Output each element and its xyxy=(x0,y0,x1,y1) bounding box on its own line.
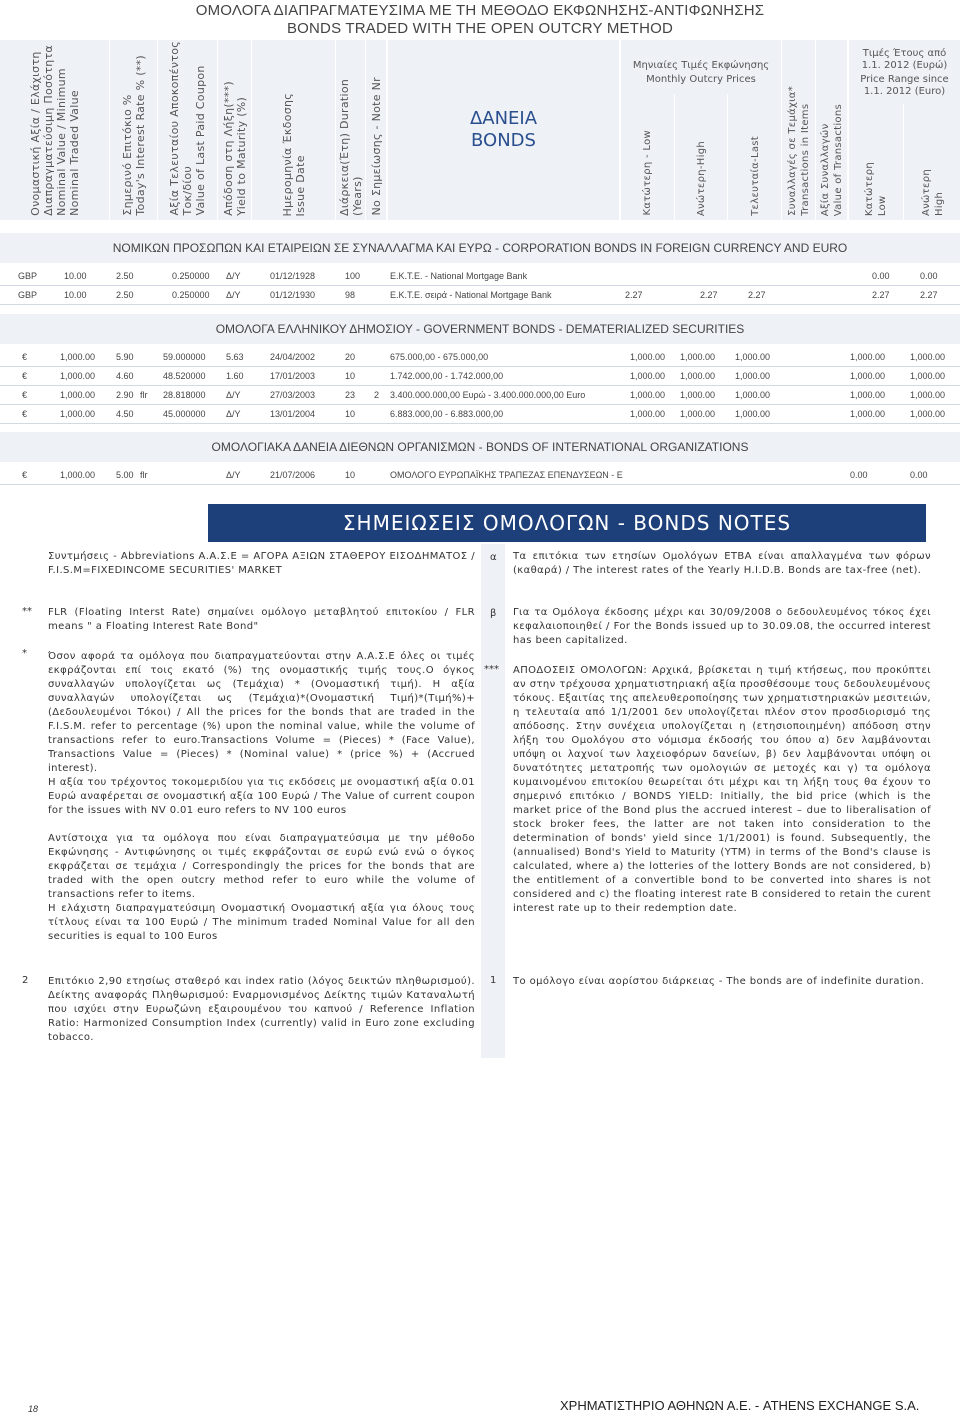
row-divider xyxy=(0,423,960,424)
cell-high: 1,000.00 xyxy=(680,371,716,381)
header-duration: Διάρκεια(Έτη) Duration (Years) xyxy=(336,40,366,220)
cell-nominal: 1,000.00 xyxy=(60,352,96,362)
row-divider xyxy=(0,484,960,485)
note-indefinite: Το ομόλογο είναι αορίστου διάρκειας - The bonds are of indefinite duration. xyxy=(513,976,925,987)
cell-cur: € xyxy=(22,409,28,419)
section-corporate: ΝΟΜΙΚΩΝ ΠΡΟΣΩΠΩΝ ΚΑΙ ΕΤΑΙΡΕΙΩΝ ΣΕ ΣΥΝΑΛΛΑΓΜΑ ΚΑΙ ΕΥΡΩ - CORPORATION BONDS IN FOREIGN CURRENCY AND EURO xyxy=(0,233,960,263)
cell-yield: Δ/Υ xyxy=(226,290,241,300)
cell-coupon: 0.250000 xyxy=(172,290,210,300)
bonds-label-english: BONDS xyxy=(471,130,536,151)
cell-issue: 21/07/2006 xyxy=(270,470,316,480)
cell-duration: 98 xyxy=(345,290,356,300)
header-range-high: Ανώτερη High xyxy=(920,168,945,216)
cell-coupon: 45.000000 xyxy=(163,409,206,419)
header-price-range xyxy=(849,40,960,220)
cell-yield: 5.63 xyxy=(226,352,244,362)
section-government: ΟΜΟΛΟΓΑ ΕΛΛΗΝΙΚΟΥ ΔΗΜΟΣΙΟΥ - GOVERNMENT BONDS - DEMATERIALIZED SECURITIES xyxy=(0,314,960,344)
cell-rate: 2.50 xyxy=(116,271,134,281)
table-row xyxy=(0,349,960,367)
cell-high: 1,000.00 xyxy=(680,409,716,419)
note-prices: Όσον αφορά τα ομόλογα που διαπραγματεύονται στην Α.Α.Σ.Ε όλες οι τιμές εκφράζονται επί τοις εκατό (%) της ονομαστικής τιμής τους.Ο όγκος συναλλαγών υπολογίζεται ως (Τεμάχια) * (Ονομαστική τιμή). Η αξία συναλλαγών υπολογίζεται ως (Τεμάχια)*(Ονομαστική Τιμή)*(Τιμή%)+(Δεδουλευμένοι Τόκοι) / All the prices for the bonds that are traded in the F.I.S.M. refer to percentage (%) upon the nominal value, while the volume of transactions refer to euro.Transactions Volume = (Pieces) * (Face Value), Transactions Value = (Pieces) * (Nominal value) * (price %) + (Accrued interest). Η αξία του τρέχοντος τοκομεριδίου για τις εκδόσεις με ονομαστική αξία 0.01 Ευρώ αναφέρεται σε ονομαστική αξία 100 Ευρώ / The Value of current coupon for the issues with NV 0.01 euro refers to NV 100 euros Αντίστοιχα για τα ομόλογα που είναι διαπραγματεύσιμα με την μέθοδο Εκφώνησης - Αντιφώνησης οι τιμές εκφράζονται σε ευρώ ενώ ενώ ο όγκος εκφράζεται σε τεμάχια / Correspondingly the prices for the bonds that are traded with the open outcry method refer to euro while the volume of transactions refer to items. Η ελάχιστη διαπραγματεύσιμη Ονομαστική Ονομαστική αξία για όλους τους τίτλους είναι τα 100 Ευρώ / The minimum traded Nominal Value for all den securities is equal to 100 Euros xyxy=(48,651,475,942)
cell-rlow: 1,000.00 xyxy=(850,390,886,400)
cell-name: ΟΜΟΛΟΓΟ ΕΥΡΩΠΑΪΚΗΣ ΤΡΑΠΕΖΑΣ ΕΠΕΝΔΥΣΕΩΝ - E xyxy=(390,470,623,480)
cell-rlow: 1,000.00 xyxy=(850,409,886,419)
note-inflation: Επιτόκιο 2,90 ετησίως σταθερό και index ratio (λόγος δεικτών πληθωρισμού). Δείκτης αναφοράς Πληθωρισμού: Εναρμονισμένος Δείκτης τιμών Καταναλωτή που ισχύει στην Ευρωζώνη εξαιρουμένου του καπνού / Reference Inflation Ratio: Harmonized Consumption Index (currently) valid in Euro zone excluding tobacco. xyxy=(48,976,475,1043)
cell-rhigh: 2.27 xyxy=(920,290,938,300)
cell-rhigh: 1,000.00 xyxy=(910,390,946,400)
cell-rhigh: 1,000.00 xyxy=(910,409,946,419)
cell-rate: 4.60 xyxy=(116,371,134,381)
range-title-greek: Τιμές Έτους από 1.1. 2012 (Ευρώ) xyxy=(861,48,948,71)
cell-rhigh: 0.00 xyxy=(910,470,928,480)
table-row xyxy=(0,368,960,386)
note-flr: FLR (Floating Interst Rate) σημαίνει ομόλογο μεταβλητού επιτοκίου / FLR means " a Floating Interest Rate Bond" xyxy=(48,607,475,632)
cell-rate: 4.50 xyxy=(116,409,134,419)
note-etva: Τα επιτόκια των ετησίων Ομολόγων ΕΤΒΑ είναι απαλλαγμένα των φόρων (καθαρά) / The interest rates of the Yearly H.I.D.B. Bonds are tax-free (net). xyxy=(513,551,931,576)
cell-high: 2.27 xyxy=(700,290,718,300)
table-row xyxy=(0,268,960,286)
table-row xyxy=(0,406,960,424)
cell-low: 1,000.00 xyxy=(630,371,666,381)
cell-last: 1,000.00 xyxy=(735,409,771,419)
cell-rate: 5.00 xyxy=(116,470,134,480)
cell-duration: 23 xyxy=(345,390,356,400)
row-divider xyxy=(0,404,960,405)
cell-last: 1,000.00 xyxy=(735,390,771,400)
row-divider xyxy=(0,304,960,305)
cell-low: 1,000.00 xyxy=(630,409,666,419)
cell-low: 1,000.00 xyxy=(630,390,666,400)
footer-company: ΧΡΗΜΑΤΙΣΤΗΡΙΟ ΑΘΗΝΩΝ Α.Ε. - ATHENS EXCHANGE S.A. xyxy=(560,1398,920,1413)
cell-coupon: 0.250000 xyxy=(172,271,210,281)
cell-note: 2 xyxy=(374,390,380,400)
header-monthly-prices xyxy=(621,40,781,220)
cell-issue: 27/03/2003 xyxy=(270,390,316,400)
cell-name: E.K.T.E. σειρά - National Mortgage Bank xyxy=(390,290,552,300)
note-mark: β xyxy=(490,608,497,619)
cell-coupon: 28.818000 xyxy=(163,390,206,400)
note-yield: ΑΠΟΔΟΣΕΙΣ ΟΜΟΛΟΓΩΝ: Αρχικά, βρίσκεται η τιμή κτήσεως, που προκύπτει αν στην τρέχουσα χρηματιστηριακή αξία προσθέσουμε τους δεδουλευμένους τόκους. Εξαιτίας της απελευθεροποίησης των χρηματιστηριακών μεσιτειών, η τελευταία από 1/1/2001 δεν υπολογίζεται πλέον στον προσδιορισμό της απόδοσης. Στην συνέχεια υπολογίζεται η (ετησιοποιημένη) απόδοση στην λήξη του Ομολόγου στο νόμισμα έκδοσής του όπου α) δεν λαμβάνονται υπόψη οι λαχνοί των λαχειοφόρων δανείων, β) δεν λαμβάνονται υπόψη οι δυνατότητες μετατροπής των ομολογιών σε μετοχές και γ) τα ομόλογα κυμαινομένου επιτοκίου θεωρείται ότι μέχρι και τη λήξη τους θα έχουν το σημερινό επιτόκιο / BONDS YIELD: Initially, the bid price (which is the market price of the Bond plus the accrued interest – due to liberalisation of stock broker fees, the latter are not taken into consideration to the determination of bonds' yield since 1/1/2001) is found. Subsequently, the (annualised) Bond's Yield to Maturity (YTM) in terms of the Bond's clause is calculated, where a) the lotteries of the lottery Bonds are not considered, b) the entitlement of a convertible bond to be converted into shares is not considered and c) the floating interest rate B considered to retain the curent interest rate up to their redemption date. xyxy=(513,665,931,914)
cell-coupon: 59.000000 xyxy=(163,352,206,362)
cell-rlow: 2.27 xyxy=(872,290,890,300)
monthly-title-english: Monthly Outcry Prices xyxy=(646,74,756,85)
cell-issue: 17/01/2003 xyxy=(270,371,316,381)
cell-duration: 10 xyxy=(345,409,356,419)
cell-yield: Δ/Υ xyxy=(226,390,241,400)
cell-flr: flr xyxy=(140,470,148,480)
note-mark: * xyxy=(22,648,27,659)
row-divider xyxy=(0,366,960,367)
cell-cur: € xyxy=(22,470,28,480)
cell-nominal: 1,000.00 xyxy=(60,371,96,381)
cell-high: 1,000.00 xyxy=(680,352,716,362)
cell-nominal: 1,000.00 xyxy=(60,390,96,400)
cell-nominal: 10.00 xyxy=(64,290,87,300)
cell-cur: GBP xyxy=(18,271,38,281)
cell-cur: € xyxy=(22,371,28,381)
cell-rlow: 1,000.00 xyxy=(850,352,886,362)
monthly-title-greek: Μηνιαίες Τιμές Εκφώνησης xyxy=(632,60,770,71)
header-rate: Σημερινό Επιτόκιο % Today's Interest Rate % (**) xyxy=(110,40,158,220)
header-issue-date: Ημερομηνία Έκδοσης Issue Date xyxy=(252,40,336,220)
header-nominal: Ονομαστική Αξία / Ελάχιστη Διαπραγματεύσιμη Ποσότητα Nominal Value / Minimum Nominal Traded Value xyxy=(0,40,110,220)
cell-low: 2.27 xyxy=(625,290,643,300)
header-last: Τελευταία-Last xyxy=(749,136,761,216)
cell-coupon: 48.520000 xyxy=(163,371,206,381)
header-high: Ανώτερη-High xyxy=(674,94,728,220)
cell-high: 1,000.00 xyxy=(680,390,716,400)
cell-rate: 2.90 xyxy=(116,390,134,400)
cell-name: E.K.T.E. - National Mortgage Bank xyxy=(390,271,528,281)
header-bonds xyxy=(388,40,620,220)
row-divider xyxy=(0,285,960,286)
cell-flr: flr xyxy=(140,390,148,400)
cell-name: 675.000,00 - 675.000,00 xyxy=(390,352,489,362)
header-transactions: Συναλλαγές σε Τεμάχια* Transactions in Items xyxy=(782,40,816,220)
cell-rate: 5.90 xyxy=(116,352,134,362)
cell-yield: Δ/Υ xyxy=(226,271,241,281)
page-number: 18 xyxy=(28,1404,39,1414)
section-international: ΟΜΟΛΟΓΙΑΚΑ ΔΑΝΕΙΑ ΔΙΕΘΝΩΝ ΟΡΓΑΝΙΣΜΩΝ - BONDS OF INTERNATIONAL ORGANIZATIONS xyxy=(0,432,960,462)
row-divider xyxy=(0,385,960,386)
table-row xyxy=(0,287,960,305)
cell-rlow: 0.00 xyxy=(872,271,890,281)
cell-name: 1.742.000,00 - 1.742.000,00 xyxy=(390,371,504,381)
bonds-label-greek: ΔΑΝΕΙΑ xyxy=(469,108,538,129)
header-yield: Απόδοση στη Λήξη(***) Yield to Maturity (%) xyxy=(218,40,252,220)
cell-issue: 13/01/2004 xyxy=(270,409,316,419)
cell-issue: 01/12/1928 xyxy=(270,271,316,281)
table-row xyxy=(0,467,960,485)
cell-nominal: 10.00 xyxy=(64,271,87,281)
cell-duration: 10 xyxy=(345,470,356,480)
cell-yield: 1.60 xyxy=(226,371,244,381)
header-range-low: Κατώτερη Low xyxy=(849,104,904,220)
cell-issue: 24/04/2002 xyxy=(270,352,316,362)
cell-name: 3.400.000.000,00 Ευρώ - 3.400.000.000,00 Euro xyxy=(390,390,586,400)
cell-rhigh: 1,000.00 xyxy=(910,352,946,362)
cell-yield: Δ/Υ xyxy=(226,470,241,480)
cell-last: 2.27 xyxy=(748,290,766,300)
cell-rlow: 1,000.00 xyxy=(850,371,886,381)
cell-duration: 10 xyxy=(345,371,356,381)
cell-yield: Δ/Υ xyxy=(226,409,241,419)
cell-nominal: 1,000.00 xyxy=(60,470,96,480)
cell-issue: 01/12/1930 xyxy=(270,290,316,300)
cell-rhigh: 0.00 xyxy=(920,271,938,281)
cell-rhigh: 1,000.00 xyxy=(910,371,946,381)
cell-rlow: 0.00 xyxy=(850,470,868,480)
cell-last: 1,000.00 xyxy=(735,371,771,381)
cell-cur: € xyxy=(22,352,28,362)
range-title-english: Price Range since 1.1. 2012 (Euro) xyxy=(860,74,949,97)
note-mark: ** xyxy=(22,606,32,617)
cell-last: 1,000.00 xyxy=(735,352,771,362)
cell-duration: 100 xyxy=(345,271,361,281)
header-note-nr: Νο Σημείωσης - Note Nr xyxy=(366,40,388,220)
cell-duration: 20 xyxy=(345,352,356,362)
page-title-english: BONDS TRADED WITH THE OPEN OUTCRY METHOD xyxy=(286,20,674,37)
note-mark: 1 xyxy=(490,975,497,986)
note-mark: α xyxy=(490,552,497,563)
table-row xyxy=(0,387,960,405)
cell-rate: 2.50 xyxy=(116,290,134,300)
page-title-greek: ΟΜΟΛΟΓΑ ΔΙΑΠΡΑΓΜΑΤΕΥΣΙΜΑ ΜΕ ΤΗ ΜΕΘΟΔΟ ΕΚΦΩΝΗΣΗΣ-ΑΝΤΙΦΩΝΗΣΗΣ xyxy=(195,2,765,19)
note-capitalized: Για τα Ομόλογα έκδοσης μέχρι και 30/09/2008 ο δεδουλευμένος τόκος έχει κεφαλαιοποιηθεί / For the Bonds issued up to 30.09.08, the occurred interest has been capitalized. xyxy=(513,607,931,646)
cell-name: 6.883.000,00 - 6.883.000,00 xyxy=(390,409,504,419)
note-mark: *** xyxy=(484,664,499,675)
notes-title: ΣΗΜΕΙΩΣΕΙΣ ΟΜΟΛΟΓΩΝ - BONDS NOTES xyxy=(208,504,926,542)
cell-cur: GBP xyxy=(18,290,38,300)
cell-cur: € xyxy=(22,390,28,400)
cell-low: 1,000.00 xyxy=(630,352,666,362)
header-low: Κατώτερη - Low xyxy=(641,130,653,216)
cell-nominal: 1,000.00 xyxy=(60,409,96,419)
note-abbreviations: Συντμήσεις - Abbreviations Α.Α.Σ.Ε = ΑΓΟΡΑ ΑΞΙΩΝ ΣΤΑΘΕΡΟΥ ΕΙΣΟΔΗΜΑΤΟΣ / F.I.S.M=FIXEDINCOME SECURITIES' MARKET xyxy=(48,551,475,576)
header-value: Αξία Συναλλαγών Value of Transactions xyxy=(816,40,848,220)
note-mark: 2 xyxy=(22,975,29,986)
header-coupon: Αξία Τελευταίου Αποκοπέντος Τοκ/δίου Value of Last Paid Coupon xyxy=(158,40,218,220)
